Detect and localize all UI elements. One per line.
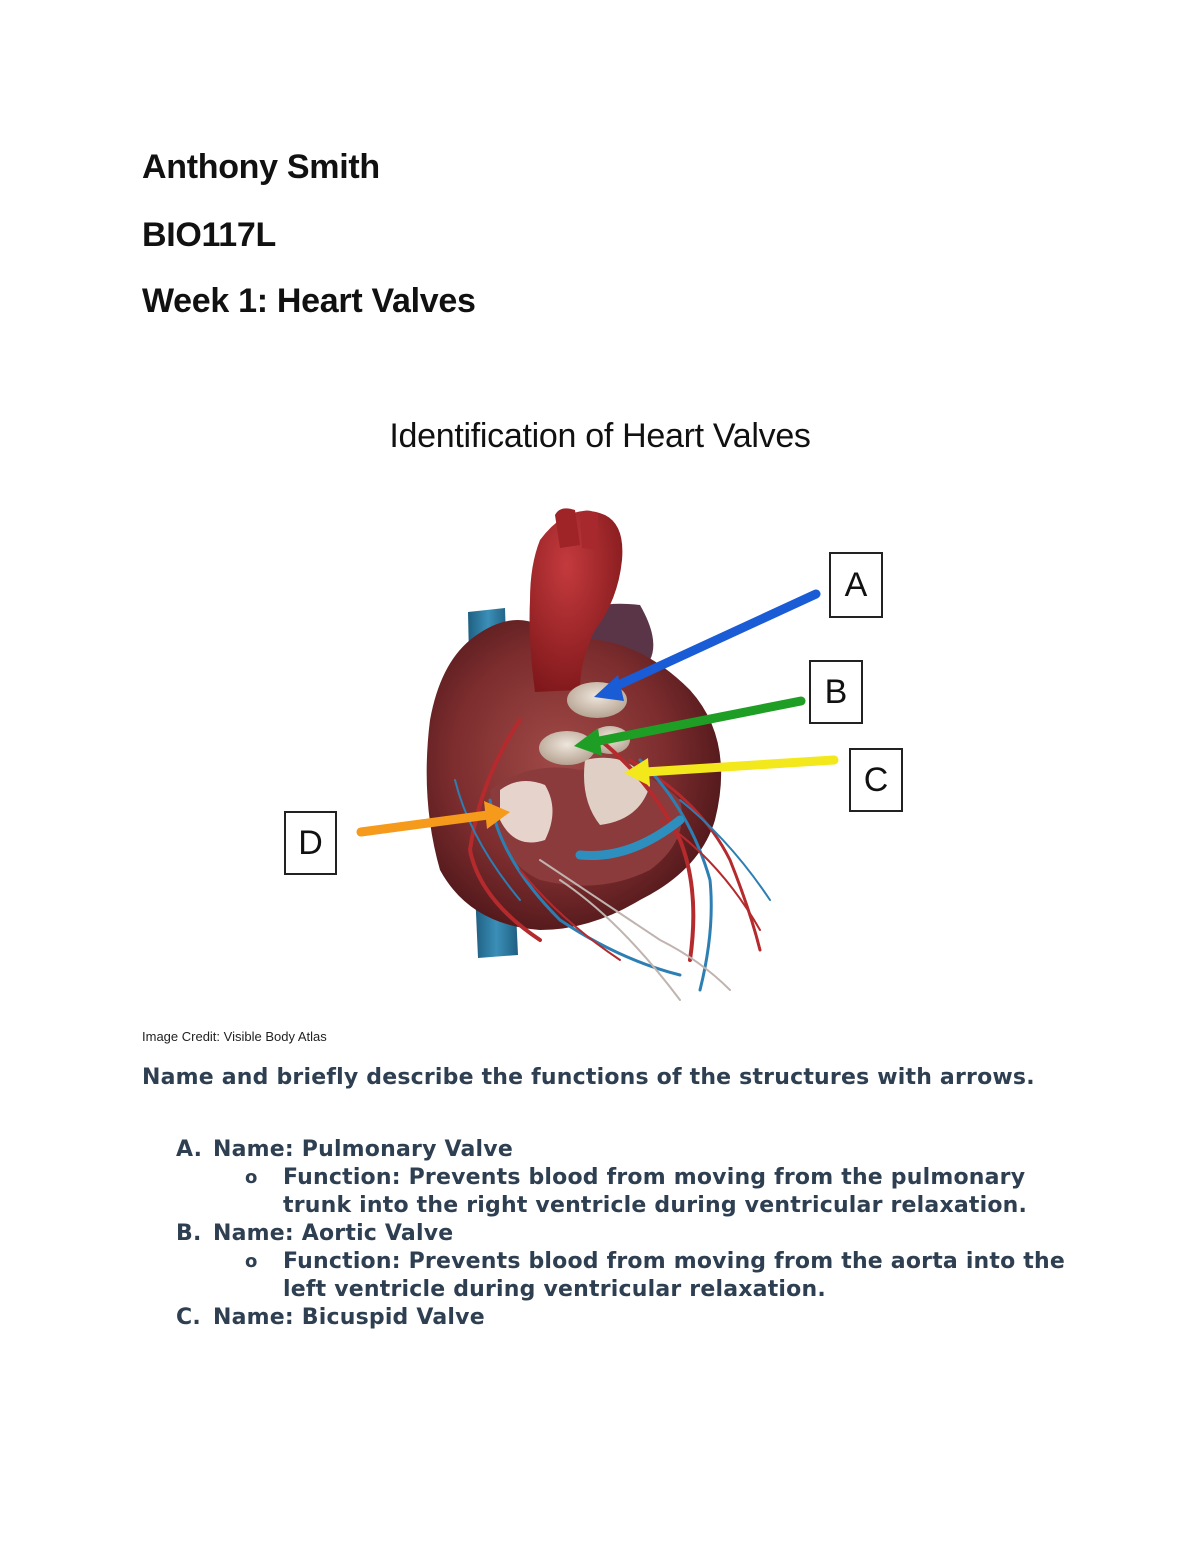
answer-a-function-row — [0, 1164, 1073, 1220]
answer-a-function: Function: Prevents blood from moving from the pulmonary trunk into the right ventricle during ventricular relaxation. — [283, 1165, 1028, 1218]
course-code: BIO117L — [142, 216, 276, 254]
label-box-b: B — [809, 660, 863, 724]
answer-a-letter: A. — [176, 1137, 203, 1162]
question-prompt: Name and briefly describe the functions of the structures with arrows. — [142, 1065, 1035, 1090]
image-credit: Image Credit: Visible Body Atlas — [142, 1029, 327, 1044]
student-name: Anthony Smith — [142, 148, 380, 186]
label-box-d: D — [284, 811, 337, 875]
answer-b-name: Name: Aortic Valve — [213, 1221, 454, 1246]
answer-a-name: Name: Pulmonary Valve — [213, 1137, 513, 1162]
answer-c-letter: C. — [176, 1305, 201, 1330]
answer-b-function: Function: Prevents blood from moving from the aorta into the left ventricle during ventricular relaxation. — [283, 1249, 1066, 1302]
bullet-icon: o — [245, 1251, 258, 1272]
label-box-a: A — [829, 552, 883, 618]
answer-b-function-row — [0, 1248, 1073, 1304]
label-box-c: C — [849, 748, 903, 812]
answer-a-name-row — [0, 1136, 1200, 1164]
answer-b-name-row — [0, 1220, 1200, 1248]
bullet-icon: o — [245, 1167, 258, 1188]
section-title: Identification of Heart Valves — [389, 417, 811, 455]
answer-c-name-row — [0, 1304, 1200, 1332]
answer-c-name: Name: Bicuspid Valve — [213, 1305, 485, 1330]
assignment-title: Week 1: Heart Valves — [142, 282, 476, 320]
answer-b-letter: B. — [176, 1221, 202, 1246]
answer-list — [0, 1136, 1200, 1332]
